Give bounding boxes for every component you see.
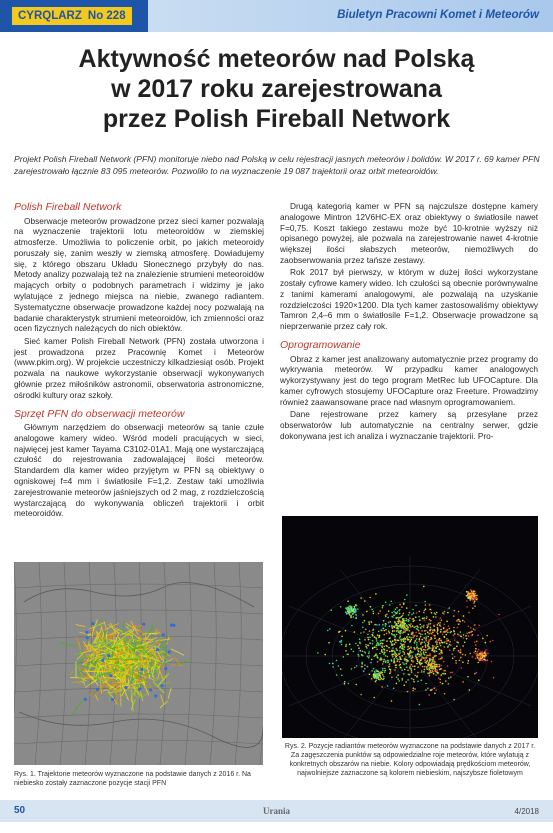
paragraph: Sieć kamer Polish Fireball Network (PFN) została utworzona i jest prowadzona przez Pracownię Komet i Meteorów (www.pkim.org). W projekcie uczestniczy kilkadziesiąt osób. Projekt pozwala na naukowe wykorzystanie obserwacji wykonywanych głównie przez miłośników astronomii, obserwatoria astronomiczne, ośrodki kultury oraz szkoły. — [14, 335, 264, 400]
left-column — [14, 201, 264, 521]
header-right-band — [148, 0, 553, 32]
paragraph: Obserwacje meteorów prowadzone przez sieci kamer pozwalają na wyznaczenie trajektorii lotu meteoroidów w ziemskiej atmosferze. Umożliwia to policzenie orbit, po jakich meteoroidy poruszały się, zanim weszły w ziemską atmosferę. Dowiadujemy się, z którego obszaru Układu Słonecznego przybyły do nas. Metody analizy pozwalają też na znalezienie strumieni meteoroidów mających orbity o podobnych parametrach i widzimy je jako wylatujące z jednego miejsca na niebie, zwanego radiantem. Systematyczne obserwacje prowadzone każdej nocy pozwalają na badanie charakterystyk strumieni meteoroidów, ich zmienności oraz ocen fizycznych należących do nich obiektów. — [14, 215, 264, 334]
paragraph: Obraz z kamer jest analizowany automatycznie przez programy do wykrywania meteorów. W przypadku kamer analogowych wykorzystywany jest do tego program MetRec lub UFOCapture. Dla kamer cyfrowych stosujemy UFOCapture oraz Freeture. Prowadzimy również zaawansowane prace nad własnym oprogramowaniem. — [280, 353, 538, 407]
series-title: Biuletyn Pracowni Komet i Meteorów — [337, 9, 539, 21]
right-column — [280, 201, 538, 443]
page-header — [0, 0, 553, 32]
figure-2-caption: Rys. 2. Pozycje radiantów meteorów wyznaczone na podstawie danych z 2017 r. Za zagęszczenia punktów są odpowiedzialne roje meteorów, które wylatują z konkretnych obszarów na niebie. Kolory odpowiadają prędkościom meteorów, najwolniejsze zaznaczone są kolorem niebieskim, najszybsze fioletowym — [284, 743, 536, 777]
section-heading-equipment: Sprzęt PFN do obserwacji meteorów — [14, 407, 185, 420]
article-title — [20, 44, 533, 134]
paragraph: Drugą kategorią kamer w PFN są najczulsze dostępne kamery analogowe Mintron 12V6HC-EX oraz obiektywy o światłosile nawet F=0,75. Koszt takiego zestawu może być 10-krotnie wyższy niż opisanego powyżej, ale pozwala na zarejestrowanie nawet 4-krotnie większej ilości słabszych meteorów, niemożliwych do zaobserwowania przez tańsze zestawy. — [280, 201, 538, 265]
title-line-1: Aktywność meteorów nad Polską — [78, 45, 475, 73]
title-line-3: przez Polish Fireball Network — [102, 105, 451, 133]
magazine-name: Urania — [263, 806, 290, 816]
article-lead: Projekt Polish Fireball Network (PFN) monitoruje niebo nad Polską w celu rejestracji jasnych meteorów i bolidów. W 2017 r. 69 kamer PFN zarejestrowało łącznie 83 095 meteorów. Pozwoliło to na wyznaczenie 19 087 trajektorii oraz orbit meteoroidów. — [14, 154, 540, 176]
journal-badge — [12, 7, 132, 25]
issue-number: No 228 — [87, 10, 126, 22]
paragraph: Głównym narzędziem do obserwacji meteorów są tanie czułe analogowe kamery wideo. Wśród modeli pracujących w sieci, najwięcej jest kamer Tayama C3102-01A1. Mają one wystarczającą czułość do rejestrowania zadowalającej ilości meteorów. Standardem dla kamer wideo przyjętym w PFN są obiektywy o ogniskowej f=4 mm i światłosile F=1,2. Zestaw taki umożliwia zarejestrowanie meteorów jaśniejszych od 2 mag, z rozdzielczością wystarczającą do wykonywania obliczeń trajektorii i orbit meteoroidów. — [14, 422, 264, 519]
title-line-2: w 2017 roku zarejestrowana — [111, 75, 442, 103]
journal-name: CYRQLARZ — [18, 10, 82, 22]
header-left-band — [0, 0, 148, 32]
trajectories-map-image — [14, 562, 263, 765]
figure-1-caption: Rys. 1. Trajektorie meteorów wyznaczone na podstawie danych z 2016 r. Na niebiesko zostały zaznaczone pozycje stacji PFN — [14, 771, 251, 787]
figure-radiants-plot — [282, 516, 538, 738]
page-number: 50 — [14, 805, 26, 816]
section-heading-software: Oprogramowanie — [280, 339, 361, 352]
page-footer — [0, 800, 553, 822]
figure-trajectories-map — [14, 562, 263, 765]
radiants-plot-image — [282, 516, 538, 738]
issue-label: 4/2018 — [514, 807, 539, 816]
paragraph: Dane rejestrowane przez kamery są przesyłane przez obserwatorów lub automatycznie na centralny serwer, gdzie dokonywana jest ich analiza i wyznaczanie trajektorii. Pro- — [280, 409, 538, 441]
paragraph: Rok 2017 był pierwszy, w którym w dużej ilości wykorzystane zostały cyfrowe kamery wideo. Ich czułości są obecnie porównywalne z tanimi kamerami analogowymi, ale pozwalają na uzyskanie rozdzielczości 1920×1200. Dla tych kamer zastosowaliśmy obiektywy Tamron 2,4–6 mm o światłosile F=1,2. Obserwacje prowadzone są nieprzerwanie przez cały rok. — [280, 267, 538, 332]
section-heading-pfn: Polish Fireball Network — [14, 201, 122, 213]
